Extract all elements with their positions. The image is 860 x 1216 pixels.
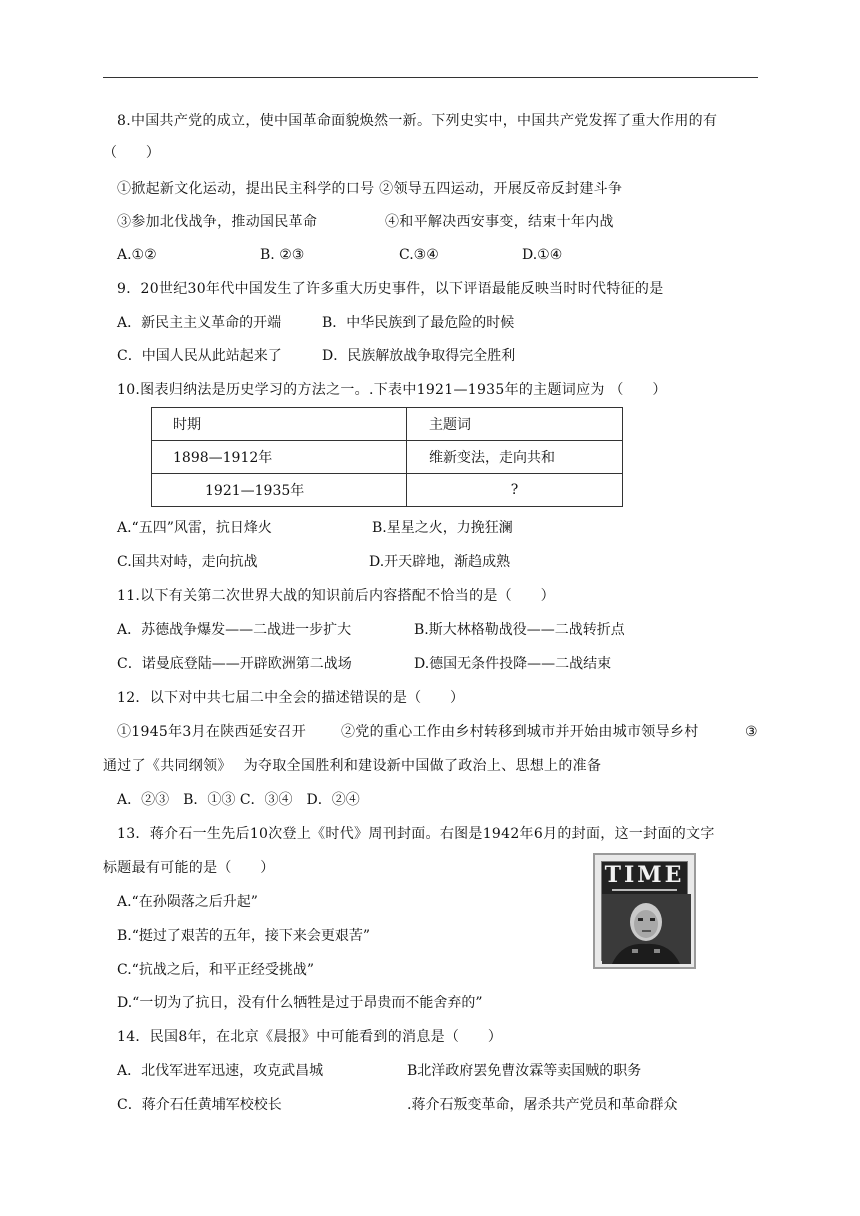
q11-stem: 11.以下有关第二次世界大战的知识前后内容搭配不恰当的是（ ） — [117, 588, 555, 604]
q13-option-c: C.“抗战之后，和平正经受挑战” — [117, 962, 314, 978]
table-row — [152, 474, 623, 507]
q12-item-1: ①1945年3月在陕西延安召开 — [117, 724, 307, 740]
table-row — [152, 441, 623, 474]
table-header-row — [152, 408, 623, 441]
q12-stem: 12．以下对中共七届二中全会的描述错误的是（ ） — [117, 690, 465, 706]
table-cell-theme: ? — [407, 474, 623, 507]
q8-item-line1: ①掀起新文化运动，提出民主科学的口号 ②领导五四运动，开展反帝反封建斗争 — [117, 181, 623, 197]
q8-option-b: B. ②③ — [260, 247, 305, 263]
q10-option-a: A.“五四”风雷，抗日烽火 — [117, 520, 272, 536]
q9-option-b: B．中华民族到了最危险的时候 — [322, 315, 515, 331]
header-rule — [103, 77, 758, 78]
q8-item-4: ④和平解决西安事变，结束十年内战 — [385, 214, 614, 230]
q8-item-3: ③参加北伐战争，推动国民革命 — [117, 214, 318, 230]
q11-option-b: B.斯大林格勒战役——二战转折点 — [414, 622, 625, 638]
q13-option-b: B.“挺过了艰苦的五年，接下来会更艰苦” — [117, 928, 371, 944]
q12-options: A．②③ B．①③ C．③④ D．②④ — [117, 792, 360, 808]
q10-option-c: C.国共对峙，走向抗战 — [117, 554, 258, 570]
q11-option-c: C．诺曼底登陆——开辟欧洲第二战场 — [117, 656, 352, 672]
q11-option-d: D.德国无条件投降——二战结束 — [414, 656, 612, 672]
q9-option-a: A．新民主主义革命的开端 — [117, 315, 282, 331]
q14-option-a: A．北伐军进军迅速，攻克武昌城 — [117, 1063, 324, 1079]
q14-stem: 14．民国8年，在北京《晨报》中可能看到的消息是（ ） — [117, 1029, 503, 1045]
q13-option-a: A.“在孙陨落之后升起” — [117, 894, 258, 910]
q13-option-d: D.“一切为了抗日，没有什么牺牲是过于昂贵而不能舍弃的” — [117, 995, 483, 1011]
table-cell-theme: 维新变法，走向共和 — [407, 441, 623, 474]
cover-subtitle-bar — [612, 889, 677, 891]
q12-item-3: ③ — [745, 724, 758, 740]
table-header-theme: 主题词 — [407, 408, 623, 441]
q8-option-a: A.①② — [117, 247, 157, 263]
q9-option-c: C．中国人民从此站起来了 — [117, 348, 282, 364]
q14-option-c: C．蒋介石任黄埔军校校长 — [117, 1097, 282, 1113]
q8-option-c: C.③④ — [399, 247, 439, 263]
q12-item-line2: 通过了《共同纲领》 为夺取全国胜利和建设新中国做了政治上、思想上的准备 — [103, 758, 602, 774]
time-magazine-cover-image — [593, 853, 696, 969]
q8-option-d: D.①④ — [522, 247, 563, 263]
q10-option-d: D.开天辟地，渐趋成熟 — [369, 554, 511, 570]
q12-item-2: ②党的重心工作由乡村转移到城市并开始由城市领导乡村 — [341, 724, 699, 740]
q14-option-d: .蒋介石叛变革命，屠杀共产党员和革命群众 — [407, 1097, 678, 1113]
q10-table — [151, 407, 623, 507]
q14-option-b: B北洋政府罢免曹汝霖等卖国贼的职务 — [407, 1063, 642, 1079]
table-cell-period: 1921—1935年 — [152, 474, 407, 507]
q8-stem-line2: （ ） — [103, 145, 161, 161]
q10-stem: 10.图表归纳法是历史学习的方法之一。.下表中1921—1935年的主题词应为 （ ） — [117, 382, 667, 398]
table-cell-period: 1898—1912年 — [152, 441, 407, 474]
q11-option-a: A．苏德战争爆发——二战进一步扩大 — [117, 622, 352, 638]
q9-stem: 9．20世纪30年代中国发生了许多重大历史事件，以下评语最能反映当时时代特征的是 — [117, 281, 664, 297]
q13-stem-line2: 标题最有可能的是（ ） — [103, 860, 275, 876]
table-header-period: 时期 — [152, 408, 407, 441]
cover-frame — [601, 861, 688, 961]
q9-option-d: D．民族解放战争取得完全胜利 — [322, 348, 516, 364]
q10-option-b: B.星星之火，力挽狂澜 — [372, 520, 513, 536]
time-logo: TIME — [604, 862, 685, 888]
q8-stem-line1: 8.中国共产党的成立，使中国革命面貌焕然一新。下列史实中，中国共产党发挥了重大作用的有 — [117, 113, 718, 129]
q13-stem-line1: 13．蒋介石一生先后10次登上《时代》周刊封面。右图是1942年6月的封面，这一封面的文字 — [117, 826, 715, 842]
portrait-icon — [602, 894, 691, 964]
